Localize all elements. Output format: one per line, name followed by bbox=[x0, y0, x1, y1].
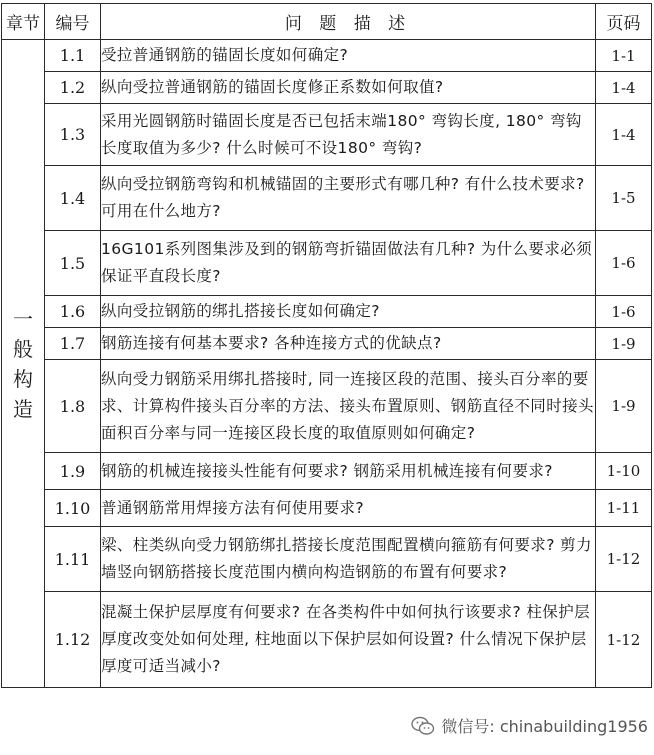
row-page: 1-11 bbox=[596, 490, 652, 527]
table-row bbox=[2, 453, 652, 490]
contents-table bbox=[1, 3, 652, 688]
row-description: 受拉普通钢筋的锚固长度如何确定? bbox=[101, 40, 596, 72]
row-description: 16G101系列图集涉及到的钢筋弯折锚固做法有几种? 为什么要求必须保证平直段长度? bbox=[101, 231, 596, 296]
table-row bbox=[2, 490, 652, 527]
row-description: 纵向受拉普通钢筋的锚固长度修正系数如何取值? bbox=[101, 72, 596, 104]
row-number: 1.3 bbox=[45, 104, 101, 166]
row-number: 1.10 bbox=[45, 490, 101, 527]
row-description: 钢筋的机械连接接头性能有何要求? 钢筋采用机械连接有何要求? bbox=[101, 453, 596, 490]
row-number: 1.7 bbox=[45, 328, 101, 360]
row-description: 钢筋连接有何基本要求? 各种连接方式的优缺点? bbox=[101, 328, 596, 360]
row-page: 1-10 bbox=[596, 453, 652, 490]
row-page: 1-9 bbox=[596, 360, 652, 453]
row-page: 1-6 bbox=[596, 231, 652, 296]
table-row bbox=[2, 231, 652, 296]
table-row bbox=[2, 166, 652, 231]
row-number: 1.5 bbox=[45, 231, 101, 296]
chapter-char: 般 bbox=[13, 336, 33, 361]
chapter-char: 造 bbox=[13, 396, 33, 421]
row-description: 纵向受拉钢筋弯钩和机械锚固的主要形式有哪几种? 有什么技术要求? 可用在什么地方? bbox=[101, 166, 596, 231]
row-page: 1-4 bbox=[596, 72, 652, 104]
table-row bbox=[2, 527, 652, 592]
row-page: 1-12 bbox=[596, 527, 652, 592]
row-number: 1.12 bbox=[45, 592, 101, 688]
header-description: 问 题 描 述 bbox=[101, 4, 596, 40]
table-row bbox=[2, 296, 652, 328]
row-page: 1-12 bbox=[596, 592, 652, 688]
row-page: 1-4 bbox=[596, 104, 652, 166]
row-number: 1.4 bbox=[45, 166, 101, 231]
table-row bbox=[2, 72, 652, 104]
chapter-name-cell bbox=[2, 40, 45, 688]
table-row bbox=[2, 328, 652, 360]
wechat-icon bbox=[411, 716, 435, 736]
watermark bbox=[411, 714, 648, 737]
row-description: 纵向受力钢筋采用绑扎搭接时, 同一连接区段的范围、接头百分率的要求、计算构件接头百分率的方法、接头布置原则、钢筋直径不同时接头面积百分率与同一连接区段长度的取值原则如何确定? bbox=[101, 360, 596, 453]
row-number: 1.1 bbox=[45, 40, 101, 72]
header-page: 页码 bbox=[596, 4, 652, 40]
row-description: 普通钢筋常用焊接方法有何使用要求? bbox=[101, 490, 596, 527]
table-row bbox=[2, 592, 652, 688]
row-description: 采用光圆钢筋时锚固长度是否已包括末端180° 弯钩长度, 180° 弯钩长度取值为多少? 什么时候可不设180° 弯钩? bbox=[101, 104, 596, 166]
row-number: 1.8 bbox=[45, 360, 101, 453]
row-page: 1-6 bbox=[596, 296, 652, 328]
row-number: 1.9 bbox=[45, 453, 101, 490]
table-row bbox=[2, 104, 652, 166]
watermark-text: 微信号: chinabuilding1956 bbox=[441, 717, 648, 736]
row-page: 1-5 bbox=[596, 166, 652, 231]
chapter-char: 构 bbox=[13, 366, 33, 391]
row-number: 1.11 bbox=[45, 527, 101, 592]
row-number: 1.2 bbox=[45, 72, 101, 104]
row-number: 1.6 bbox=[45, 296, 101, 328]
chapter-char: 一 bbox=[13, 306, 33, 331]
header-number: 编号 bbox=[45, 4, 101, 40]
row-description: 梁、柱类纵向受力钢筋绑扎搭接长度范围配置横向箍筋有何要求? 剪力墙竖向钢筋搭接长度范围内横向构造钢筋的布置有何要求? bbox=[101, 527, 596, 592]
header-row bbox=[2, 4, 652, 40]
row-description: 混凝土保护层厚度有何要求? 在各类构件中如何执行该要求? 柱保护层厚度改变处如何处理, 柱地面以下保护层如何设置? 什么情况下保护层厚度可适当减小? bbox=[101, 592, 596, 688]
row-description: 纵向受拉钢筋的绑扎搭接长度如何确定? bbox=[101, 296, 596, 328]
row-page: 1-1 bbox=[596, 40, 652, 72]
header-chapter: 章节 bbox=[2, 4, 45, 40]
table-row bbox=[2, 40, 652, 72]
row-page: 1-9 bbox=[596, 328, 652, 360]
table-row bbox=[2, 360, 652, 453]
